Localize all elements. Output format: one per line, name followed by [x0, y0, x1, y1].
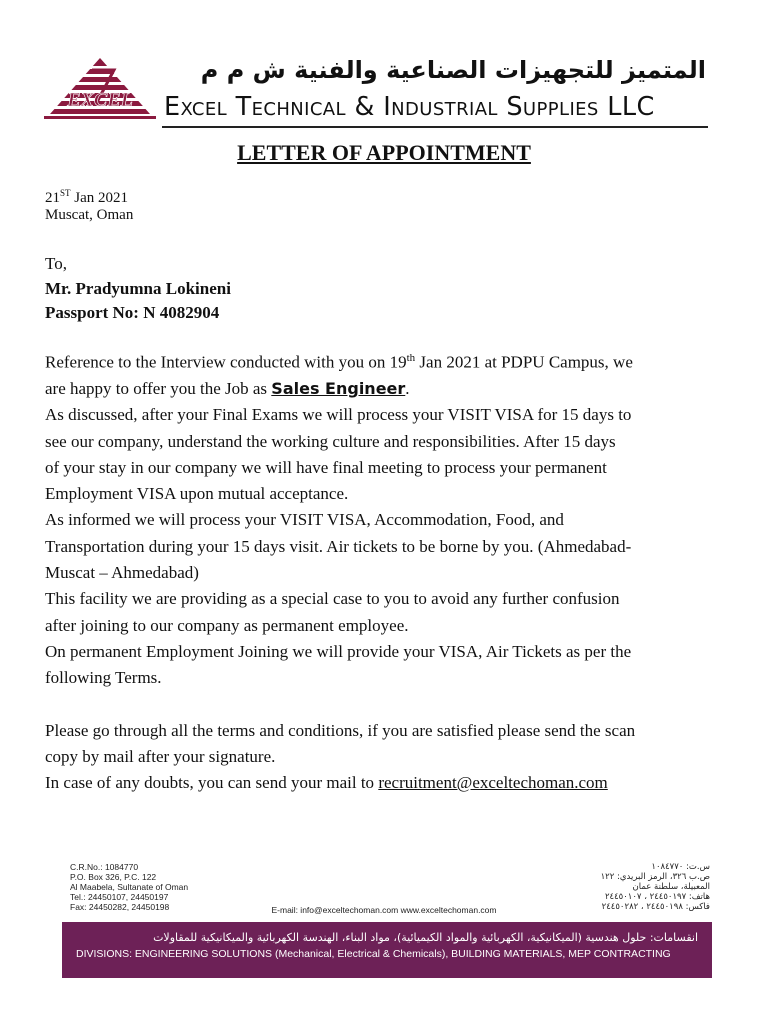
letter-place: Muscat, Oman — [45, 207, 134, 223]
body-line: are happy to offer you the Job as Sales Engineer. — [45, 378, 410, 398]
body-line: Employment VISA upon mutual acceptance. — [45, 484, 349, 504]
body-line: This facility we are providing as a special case to you to avoid any further confusion — [45, 589, 620, 609]
recipient-name: Mr. Pradyumna Lokineni — [45, 279, 231, 298]
letterhead — [44, 56, 714, 128]
body-line: On permanent Employment Joining we will provide your VISA, Air Tickets as per the — [45, 641, 632, 661]
divisions-arabic: انقسامات: حلول هندسية (الميكانيكية، الكهربائية والمواد الكيميائية)، مواد البناء، الهندسة الكهربائية والميكانيكية للمقاولات — [153, 931, 698, 944]
footer-contact-english: C.R.No.: 1084770 P.O. Box 326, P.C. 122 Al Maabela, Sultanate of Oman Tel.: 24450107, 24450197 Fax: 24450282, 24450198 — [70, 862, 189, 912]
company-name-arabic: المتميز للتجهيزات الصناعية والفنية ش م م — [200, 56, 706, 84]
body-line: In case of any doubts, you can send your mail to recruitment@exceltechoman.com — [45, 773, 608, 793]
body-line: Muscat – Ahmedabad) — [45, 563, 199, 583]
job-title: Sales Engineer — [271, 378, 406, 398]
passport-number: Passport No: N 4082904 — [45, 303, 220, 322]
footer-web-email: E-mail: info@exceltechoman.com www.exceltechoman.com — [271, 905, 497, 915]
company-name: Excel Technical & Industrial Supplies LLC — [164, 92, 655, 122]
divisions-band — [62, 922, 712, 978]
divisions-english: DIVISIONS: ENGINEERING SOLUTIONS (Mechanical, Electrical & Chemicals), BUILDING MATERIALS, MEP CONTRACTING — [76, 948, 671, 960]
excel-logo — [44, 56, 156, 122]
body-line: Transportation during your 15 days visit. Air tickets to be borne by you. (Ahmedabad- — [45, 536, 632, 556]
body-line: As informed we will process your VISIT VISA, Accommodation, Food, and — [45, 510, 564, 530]
recruitment-email-link[interactable]: recruitment@exceltechoman.com — [378, 773, 608, 793]
logo-text: EXCEL — [67, 89, 133, 111]
letter-body — [45, 345, 735, 796]
body-line: copy by mail after your signature. — [45, 746, 276, 766]
header-divider — [162, 126, 708, 128]
footer-contact-arabic: س.ت: ١٠٨٤٧٧٠ ص.ب ٣٢٦، الرمز البريدي: ١٢٢ المعبيلة، سلطنة عمان هاتف: ٢٤٤٥٠١٩٧ ، ٢٤٤٥٠١٠٧ فاكس: ٢٤٤٥٠١٩٨ ، ٢٤٤٥٠٢٨٢ — [600, 862, 710, 912]
salutation-to: To, — [45, 254, 67, 273]
letter-title: LETTER OF APPOINTMENT — [237, 140, 531, 165]
body-line: Please go through all the terms and conditions, if you are satisfied please send the scan — [45, 720, 636, 740]
body-line: see our company, understand the working culture and responsibilities. After 15 days — [45, 431, 616, 451]
body-line: following Terms. — [45, 668, 162, 688]
body-line: As discussed, after your Final Exams we will process your VISIT VISA for 15 days to — [45, 405, 632, 425]
letter-date: 21ST Jan 2021 — [45, 188, 129, 206]
body-line: after joining to our company as permanent employee. — [45, 615, 409, 635]
body-line: of your stay in our company we will have final meeting to process your permanent — [45, 457, 607, 477]
body-line: Reference to the Interview conducted with you on 19th Jan 2021 at PDPU Campus, we — [45, 352, 633, 372]
